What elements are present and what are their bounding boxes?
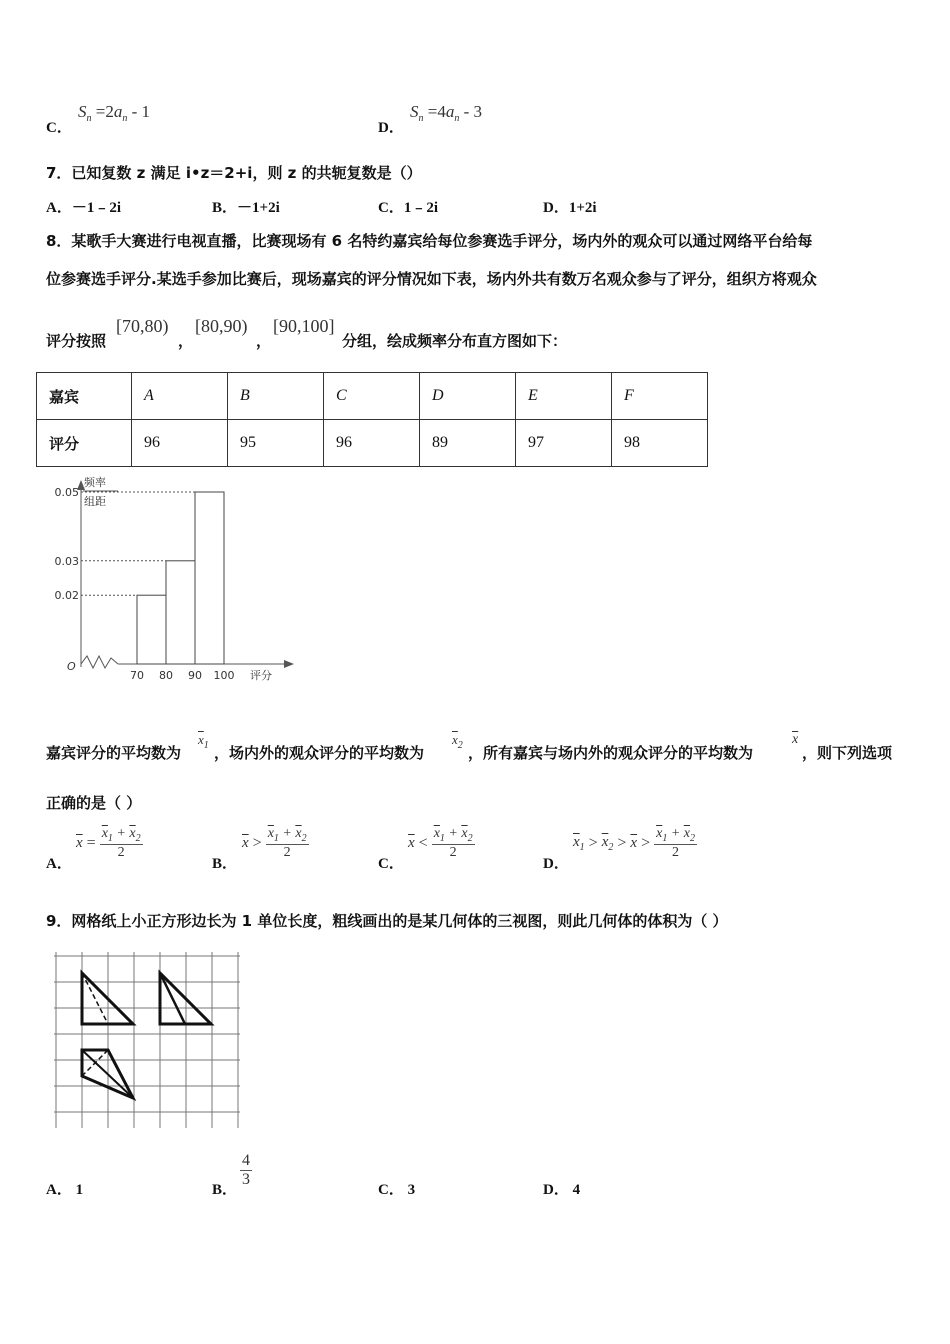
q8-stem2-part4: ，则下列选项: [802, 744, 893, 762]
q8-stem2-line2: 正确的是（ ）: [46, 794, 142, 812]
q8-option-c-formula: $\overline{x}$ < $\frac{\overline{x}_1 + \overline{x}_2}{2}$: [408, 826, 473, 860]
q9-option-d: D． 4: [543, 1182, 581, 1198]
q7-stem: 7．已知复数 z 满足 i•z＝2+i，则 z 的共轭复数是（）: [46, 164, 422, 182]
q8-option-b-label: B．: [212, 856, 238, 872]
q8-stem2-part1: 嘉宾评分的平均数为: [46, 744, 182, 762]
score-table: [36, 372, 708, 467]
table-guest: A: [132, 373, 228, 420]
q8-stem2-part3: ，所有嘉宾与场内外的观众评分的平均数为: [468, 744, 754, 762]
y-tick-label: 0.03: [54, 554, 79, 568]
table-score: 96: [132, 420, 228, 467]
histogram-bar: [166, 561, 195, 664]
q8-stem-line3-prefix: 评分按照: [46, 332, 107, 350]
q7-option-c: C．1﹣2i: [378, 200, 439, 216]
q9-option-a: A． 1: [46, 1182, 84, 1198]
y-label-top: 频率: [84, 476, 106, 489]
q8-stem2-part2: ，场内外的观众评分的平均数为: [214, 744, 425, 762]
q9-option-b-fraction: [240, 1152, 252, 1189]
q8-option-b-formula: $\overline{x}$ > $\frac{\overline{x}_1 + \overline{x}_2}{2}$: [242, 826, 307, 860]
axis-break: [81, 656, 118, 668]
table-score: 95: [228, 420, 324, 467]
q8-stem-line1: 8．某歌手大赛进行电视直播，比赛现场有 6 名特约嘉宾给每位参赛选手评分，场内外的观众可以通过网络平台给每: [46, 232, 813, 250]
table-header-score: 评分: [37, 420, 132, 467]
x-tick-label: 90: [188, 669, 202, 682]
q6-option-d-formula: $S_n =4a_n - 3$: [410, 102, 483, 124]
x-tick-label: 80: [159, 669, 173, 682]
q8-stem-line3-suffix: 分组，绘成频率分布直方图如下：: [342, 332, 568, 350]
q8-comma-2: ，: [256, 332, 272, 350]
q6-option-c-formula: $S_n =2a_n - 1$: [78, 102, 151, 124]
q7-option-b: B．－1+2i: [212, 200, 280, 216]
q8-mean-x2: $\overline{x}_2$: [452, 732, 463, 751]
y-label-bottom: 组距: [84, 495, 106, 508]
y-tick-label: 0.05: [54, 486, 79, 499]
q8-mean-x: $\overline{x}$: [792, 732, 799, 747]
q8-interval-2: [80,90): [195, 316, 248, 336]
table-row: [37, 373, 708, 420]
frequency-histogram: [40, 472, 300, 687]
q6-option-d-label: D．: [378, 120, 404, 136]
front-view-hidden-edge: [82, 973, 108, 1024]
q7-option-a: A．－1﹣2i: [46, 200, 122, 216]
q9-option-c: C． 3: [378, 1182, 416, 1198]
q8-interval-3: [90,100]: [273, 316, 335, 336]
histogram-bar: [195, 492, 224, 664]
fraction-denominator: 3: [242, 1171, 250, 1188]
three-view-diagram: [50, 950, 246, 1132]
x-tick-label: 70: [130, 669, 144, 682]
x-tick-label: 100: [213, 669, 235, 682]
q6-option-c-label: C．: [46, 120, 72, 136]
x-label: 评分: [250, 669, 272, 682]
table-score: 89: [420, 420, 516, 467]
table-guest: B: [228, 373, 324, 420]
q8-option-d-formula: $\overline{x}_1 > \overline{x}_2 > \overline{x}$ > $\frac{\overline{x}_1 + \overline{x}_2}{2}$: [573, 826, 695, 860]
table-guest: E: [516, 373, 612, 420]
origin-label: O: [67, 660, 76, 673]
q8-mean-x1: $\overline{x}_1$: [198, 732, 209, 751]
q7-option-d: D．1+2i: [543, 200, 597, 216]
q9-option-b-label: B．: [212, 1182, 238, 1198]
table-score: 96: [324, 420, 420, 467]
q8-comma-1: ，: [178, 332, 194, 350]
table-row: [37, 420, 708, 467]
histogram-bar: [137, 595, 166, 664]
q8-interval-1: [70,80): [116, 316, 169, 336]
y-tick-label: 0.02: [54, 589, 79, 603]
q8-option-a-formula: $\overline{x}$ = $\frac{\overline{x}_1 + \overline{x}_2}{2}$: [76, 826, 141, 860]
table-guest: C: [324, 373, 420, 420]
x-axis-arrow: [284, 660, 294, 668]
q8-option-c-label: C．: [378, 856, 404, 872]
q8-option-d-label: D．: [543, 856, 569, 872]
table-score: 98: [612, 420, 708, 467]
fraction-numerator: 4: [242, 1152, 250, 1169]
q8-stem-line2: 位参赛选手评分.某选手参加比赛后，现场嘉宾的评分情况如下表，场内外共有数万名观众参与了评分，组织方将观众: [46, 270, 817, 288]
table-guest: F: [612, 373, 708, 420]
table-guest: D: [420, 373, 516, 420]
q8-option-a-label: A．: [46, 856, 72, 872]
table-header-guest: 嘉宾: [37, 373, 132, 420]
side-view-edge: [160, 973, 185, 1024]
q9-stem: 9．网格纸上小正方形边长为 1 单位长度，粗线画出的是某几何体的三视图，则此几何体的体积为（ ）: [46, 912, 728, 930]
table-score: 97: [516, 420, 612, 467]
